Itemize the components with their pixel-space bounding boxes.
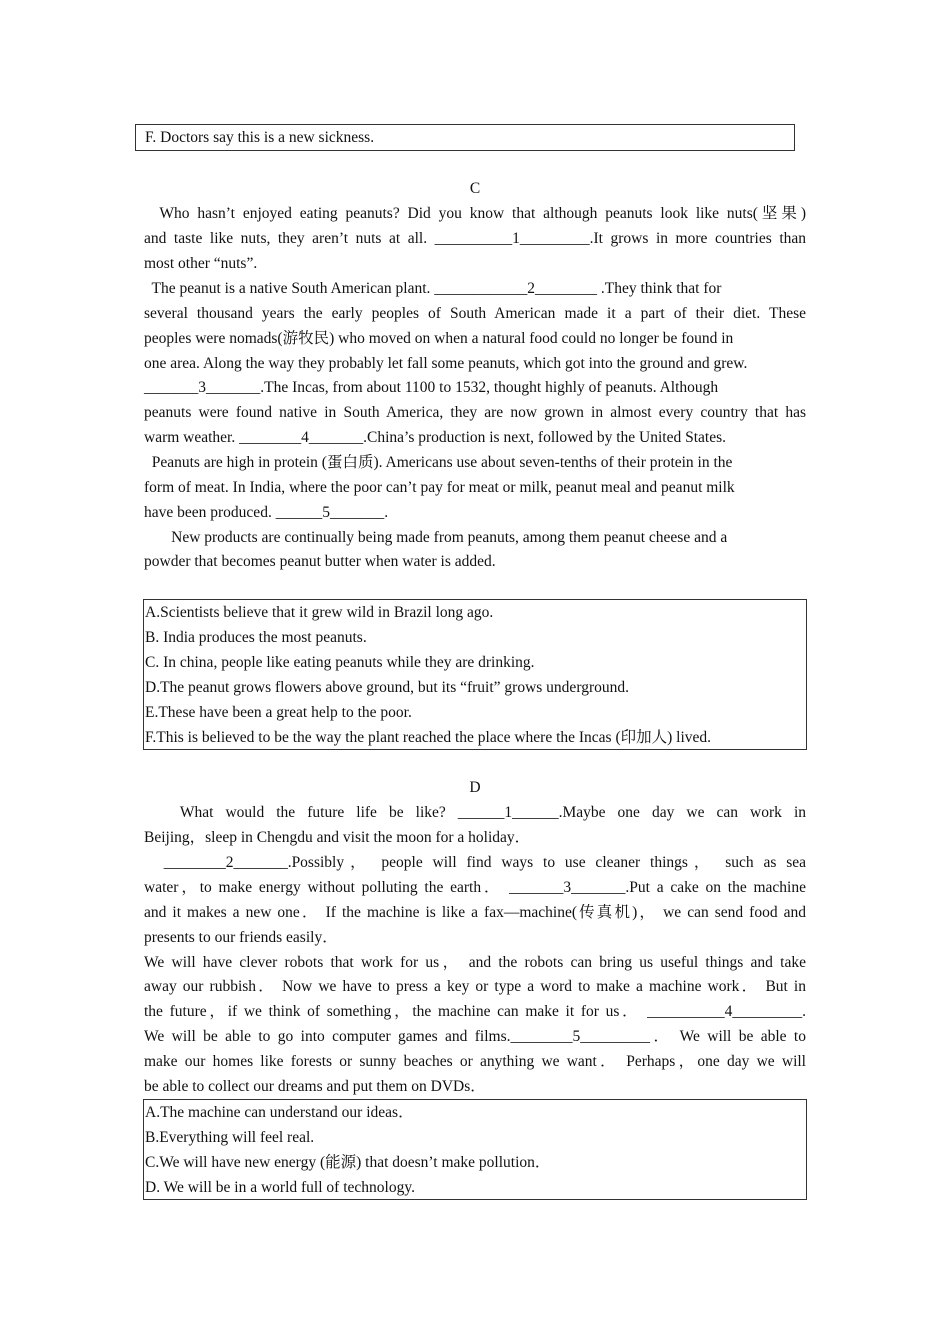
option-a: A.Scientists believe that it grew wild in Brazil long ago. [145, 604, 494, 621]
passage-line: _______3_______.The Incas, from about 1100 to 1532, thought highly of peanuts. Although [144, 379, 719, 396]
option-c: C. In china, people like eating peanuts while they are drinking. [145, 654, 535, 671]
option-e: E.These have been a great help to the poor. [145, 704, 412, 721]
passage-line: away our rubbish． Now we have to press a key or type a word to make a machine work． But in [144, 978, 806, 995]
passage-line: We will have clever robots that work for us， and the robots can bring us useful things and take [144, 954, 806, 971]
passage-line: peanuts were found native in South America, they are now grown in almost every country that has [144, 404, 806, 421]
option-f: F.This is believed to be the way the plant reached the place where the Incas (印加人) lived. [145, 729, 712, 746]
passage-line: water，to make energy without polluting the earth． _______3_______.Put a cake on the machine [144, 879, 806, 896]
option-c: C.We will have new energy (能源) that doesn’t make pollution． [145, 1154, 551, 1171]
top-option-box [135, 124, 795, 151]
option-b: B. India produces the most peanuts. [145, 629, 367, 646]
passage-line: the future，if we think of something，the machine can make it for us． __________4_________. [144, 1003, 806, 1020]
passage-line: and taste like nuts, they aren’t nuts at all. __________1_________.It grows in more countries than [144, 230, 806, 247]
passage-line: Beijing，sleep in Chengdu and visit the moon for a holiday． [144, 829, 531, 846]
option-d: D.The peanut grows flowers above ground, but its “fruit” grows underground. [145, 679, 629, 696]
passage-line: warm weather. ________4_______.China’s production is next, followed by the United States. [144, 429, 727, 446]
section-d-options-box [143, 1099, 807, 1200]
section-c-options-box [143, 599, 807, 750]
top-option-f: F. Doctors say this is a new sickness. [145, 129, 375, 146]
passage-line: The peanut is a native South American plant. ____________2________ .They think that for [144, 280, 722, 297]
passage-line: Peanuts are high in protein (蛋白质). Americans use about seven-tenths of their protein in the [144, 454, 733, 471]
passage-line: ________2_______.Possibly， people will find ways to use cleaner things， such as sea [144, 854, 806, 871]
passage-line: one area. Along the way they probably let fall some peanuts, which got into the ground and grew. [144, 355, 748, 372]
passage-line: have been produced. ______5_______. [144, 504, 389, 521]
passage-line: We will be able to go into computer games and films.________5_________． We will be able to [144, 1028, 806, 1045]
section-c-heading: C [469, 180, 481, 197]
passage-line: be able to collect our dreams and put them on DVDs． [144, 1078, 486, 1095]
option-a: A.The machine can understand our ideas． [145, 1104, 414, 1121]
option-d: D. We will be in a world full of technology. [145, 1179, 415, 1196]
passage-line: make our homes like forests or sunny beaches or anything we want． Perhaps，one day we will [144, 1053, 806, 1070]
option-b: B.Everything will feel real. [145, 1129, 315, 1146]
passage-line: and it makes a new one． If the machine is like a fax—machine(传真机)， we can send food and [144, 904, 806, 921]
passage-line: powder that becomes peanut butter when water is added. [144, 553, 496, 570]
passage-line: peoples were nomads(游牧民) who moved on when a natural food could no longer be found in [144, 330, 734, 347]
passage-line: What would the future life be like? ______1______.Maybe one day we can work in [144, 804, 806, 821]
passage-line: form of meat. In India, where the poor can’t pay for meat or milk, peanut meal and peanut milk [144, 479, 735, 496]
passage-line: Who hasn’t enjoyed eating peanuts? Did you know that although peanuts look like nuts(坚果) [144, 205, 806, 222]
passage-line: most other “nuts”. [144, 255, 258, 272]
section-d-heading: D [469, 779, 481, 796]
passage-line: several thousand years the early peoples of South American made it a part of their diet. These [144, 305, 806, 322]
passage-line: presents to our friends easily． [144, 929, 338, 946]
passage-line: New products are continually being made from peanuts, among them peanut cheese and a [144, 529, 728, 546]
